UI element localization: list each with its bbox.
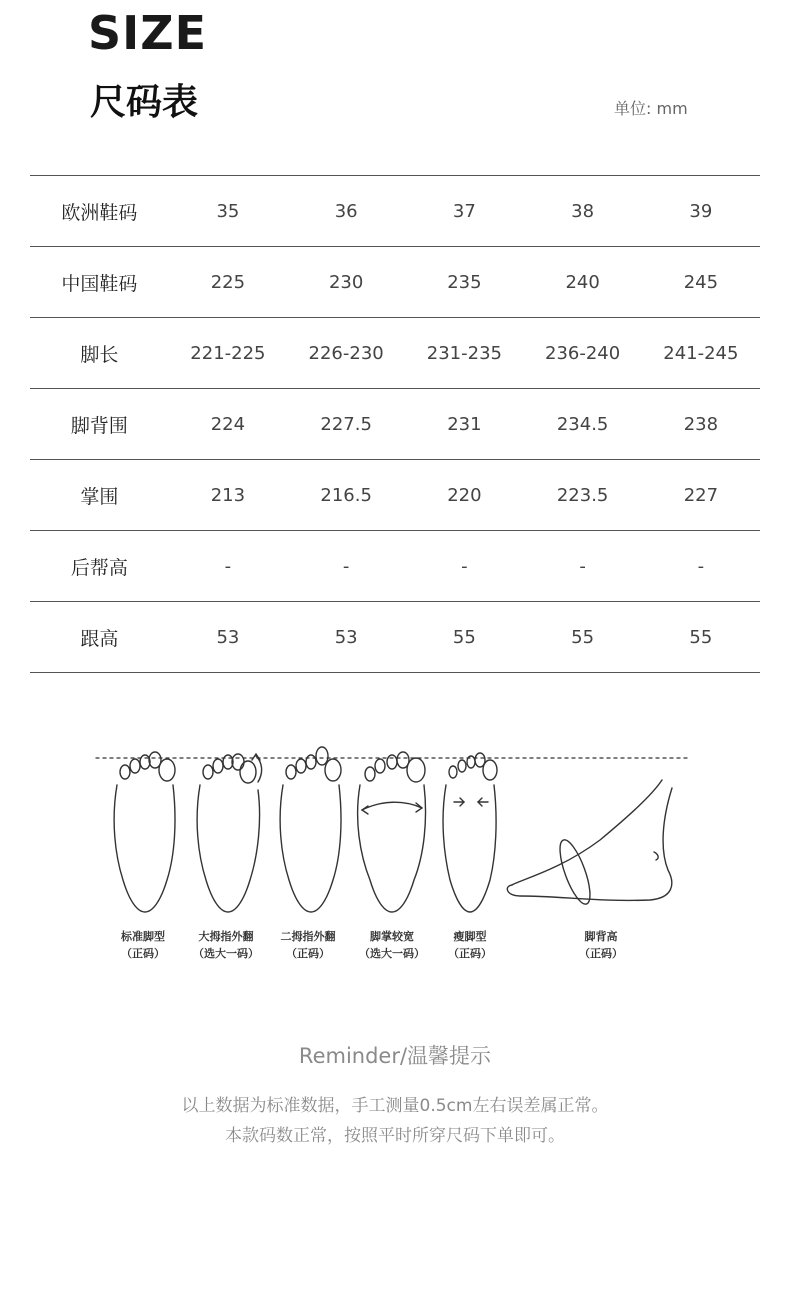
table-cell: 213 bbox=[210, 484, 246, 506]
table-cell: - bbox=[342, 555, 350, 577]
table-cell: 38 bbox=[571, 200, 595, 222]
foot-type-diagram bbox=[0, 740, 790, 980]
high-instep-foot-icon bbox=[507, 780, 672, 907]
table-cell: 37 bbox=[452, 200, 476, 222]
table-cell: 240 bbox=[565, 271, 600, 293]
table-row bbox=[30, 176, 760, 247]
reminder-line-1: 以上数据为标准数据，手工测量0.5cm左右误差属正常。 bbox=[181, 1096, 609, 1116]
table-row bbox=[30, 389, 760, 460]
table-cell: 227.5 bbox=[320, 413, 372, 435]
foot-type-label bbox=[420, 928, 520, 962]
foot-type-name: 标准脚型 bbox=[121, 930, 165, 943]
table-cell: 224 bbox=[210, 413, 246, 435]
bunion-foot-icon bbox=[197, 754, 262, 912]
table-cell: 225 bbox=[210, 271, 246, 293]
table-cell: 55 bbox=[452, 626, 476, 648]
table-cell: 236-240 bbox=[545, 342, 621, 364]
table-cell: 35 bbox=[216, 200, 240, 222]
foot-type-note: （选大一码） bbox=[359, 947, 425, 960]
foot-type-name: 脚背高 bbox=[584, 930, 618, 943]
table-cell: 227 bbox=[683, 484, 719, 506]
table-cell: - bbox=[697, 555, 705, 577]
foot-type-note: （正码） bbox=[121, 947, 165, 960]
row-label: 中国鞋码 bbox=[61, 272, 138, 295]
table-row bbox=[30, 318, 760, 389]
table-cell: 221-225 bbox=[190, 342, 266, 364]
unit-label: 单位: mm bbox=[614, 99, 688, 118]
foot-type-name: 二拇指外翻 bbox=[280, 930, 336, 943]
foot-type-note: （正码） bbox=[448, 947, 492, 960]
page-title-cn: 尺码表 bbox=[90, 82, 199, 123]
table-cell: 55 bbox=[571, 626, 595, 648]
table-cell: 235 bbox=[447, 271, 482, 293]
table-cell: 231-235 bbox=[426, 342, 502, 364]
row-label: 脚背围 bbox=[70, 414, 128, 437]
row-label: 跟高 bbox=[80, 627, 119, 650]
table-cell: 241-245 bbox=[663, 342, 739, 364]
wide-foot-icon bbox=[358, 752, 426, 912]
table-cell: 238 bbox=[683, 413, 719, 435]
table-cell: 226-230 bbox=[308, 342, 384, 364]
table-cell: 39 bbox=[689, 200, 713, 222]
table-row bbox=[30, 460, 760, 531]
table-cell: 53 bbox=[334, 626, 358, 648]
standard-foot-icon bbox=[114, 752, 175, 912]
table-cell: 234.5 bbox=[556, 413, 609, 435]
table-cell: - bbox=[461, 555, 468, 577]
foot-type-note: （正码） bbox=[579, 947, 623, 960]
reminder-title: Reminder/温馨提示 bbox=[298, 1044, 492, 1068]
foot-type-label bbox=[551, 928, 651, 962]
table-cell: - bbox=[579, 555, 586, 577]
table-row bbox=[30, 531, 760, 602]
table-cell: 223.5 bbox=[556, 484, 609, 506]
row-label: 后帮高 bbox=[70, 556, 128, 579]
table-cell: 230 bbox=[328, 271, 364, 293]
foot-type-note: （选大一码） bbox=[193, 947, 259, 960]
table-cell: 231 bbox=[447, 413, 482, 435]
size-table bbox=[30, 175, 760, 673]
foot-type-name: 脚掌较宽 bbox=[370, 930, 414, 943]
row-label: 脚长 bbox=[80, 343, 119, 366]
table-row bbox=[30, 602, 760, 673]
page-title-en: SIZE bbox=[88, 6, 208, 60]
table-cell: 216.5 bbox=[320, 484, 372, 506]
row-label: 欧洲鞋码 bbox=[61, 201, 138, 224]
table-cell: - bbox=[224, 555, 232, 577]
table-cell: 53 bbox=[216, 626, 240, 648]
table-row bbox=[30, 247, 760, 318]
foot-type-name: 大拇指外翻 bbox=[198, 930, 254, 943]
table-cell: 36 bbox=[334, 200, 358, 222]
table-cell: 245 bbox=[683, 271, 719, 293]
foot-type-note: （正码） bbox=[286, 947, 330, 960]
table-cell: 220 bbox=[447, 484, 482, 506]
row-label: 掌围 bbox=[80, 485, 119, 508]
second-toe-foot-icon bbox=[280, 747, 341, 912]
foot-type-name: 瘦脚型 bbox=[453, 930, 487, 943]
narrow-foot-icon bbox=[443, 753, 497, 912]
reminder-line-2: 本款码数正常，按照平时所穿尺码下单即可。 bbox=[225, 1126, 565, 1146]
table-cell: 55 bbox=[689, 626, 713, 648]
